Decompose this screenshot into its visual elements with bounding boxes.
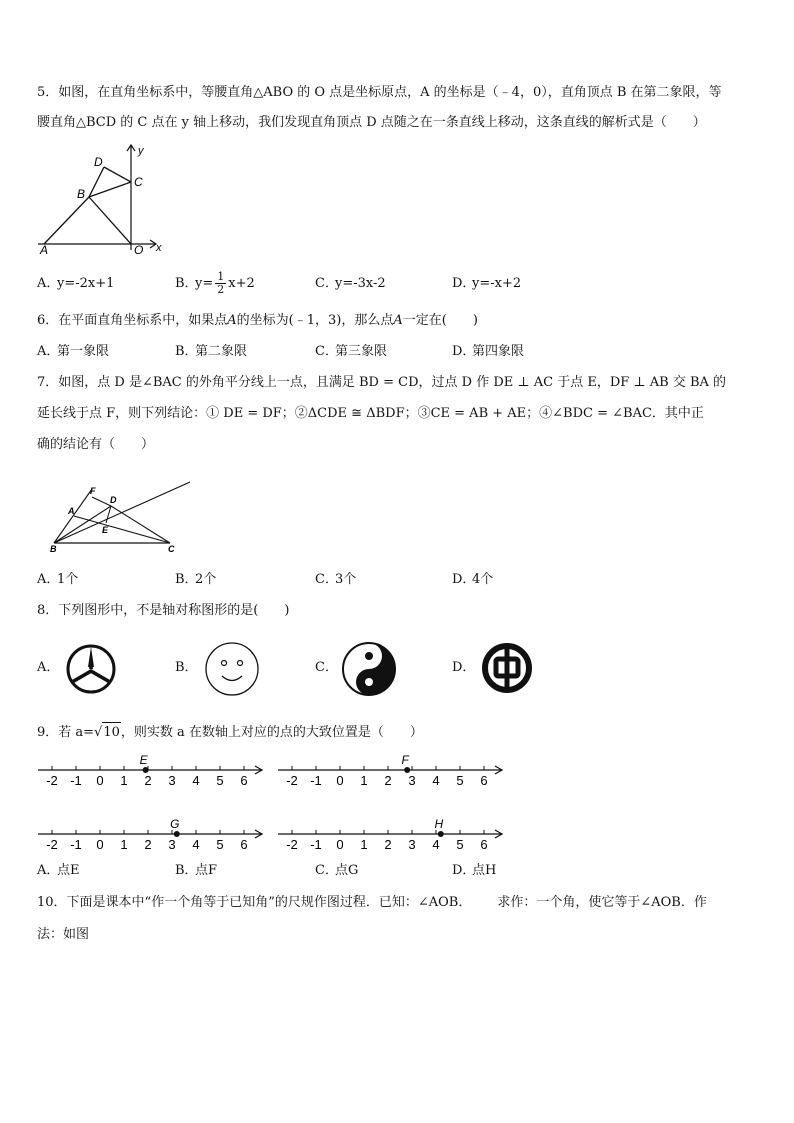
- q5-label-o: O: [134, 243, 144, 255]
- option-label: A．: [37, 572, 60, 587]
- number-line-point: [404, 767, 410, 773]
- q7-label-e: E: [102, 525, 109, 535]
- option-label: D．: [452, 863, 476, 878]
- number-line-f: [276, 752, 508, 790]
- q5-stem-line1: 5．如图，在直角坐标系中，等腰直角△ABO 的 O 点是坐标原点，A 的坐标是（﹣4，0），直角顶点 B 在第二象限，等: [37, 85, 722, 100]
- option-text-post: x+2: [228, 276, 255, 291]
- number-line-tick-label: 3: [168, 837, 176, 852]
- q9-option-b[interactable]: [175, 861, 217, 881]
- number-line-tick-label: 1: [360, 837, 368, 852]
- option-text: 第三象限: [335, 344, 388, 359]
- q6-option-c[interactable]: [315, 342, 387, 362]
- option-label: B．: [175, 344, 198, 359]
- q9-stem-pre: 9．若 a=: [37, 725, 95, 740]
- number-line-tick-label: 1: [120, 773, 128, 788]
- option-text: 点H: [472, 863, 497, 878]
- q9-option-c[interactable]: [315, 861, 358, 881]
- q6-option-d[interactable]: [452, 342, 524, 362]
- q6-stem: [37, 311, 478, 331]
- number-line-tick-label: -2: [46, 837, 58, 852]
- number-line-e: [36, 752, 268, 790]
- q7-label-a: A: [68, 506, 75, 516]
- q5-label-y: y: [138, 145, 144, 157]
- q10-stem-line1: [37, 893, 707, 913]
- number-line-tick-label: 2: [144, 837, 152, 852]
- option-label: A．: [37, 276, 60, 291]
- q5-option-c[interactable]: [315, 274, 386, 294]
- number-line-tick-label: -1: [310, 837, 322, 852]
- q7-label-b: B: [50, 544, 57, 554]
- option-text: 4个: [472, 572, 494, 587]
- q5-option-b[interactable]: [175, 270, 255, 298]
- option-label: C．: [315, 572, 338, 587]
- number-line-tick-label: 3: [168, 773, 176, 788]
- option-text: y=-2x+1: [57, 276, 115, 291]
- fraction-numerator: 1: [217, 270, 225, 283]
- number-line-tick-label: 0: [336, 773, 344, 788]
- option-label: C．: [315, 344, 338, 359]
- q5-figure: [36, 140, 166, 255]
- q7-option-d[interactable]: [452, 570, 493, 590]
- option-label: D．: [452, 572, 476, 587]
- q10-task: 求作：一个角，使它等于∠AOB．作: [497, 895, 707, 910]
- option-label: B．: [175, 276, 198, 291]
- q9-stem: [37, 722, 423, 743]
- option-text: 点E: [57, 863, 80, 878]
- option-text: 1个: [57, 572, 79, 587]
- q7-label-c: C: [168, 544, 175, 554]
- number-line-tick-label: 5: [456, 773, 464, 788]
- option-label: C．: [315, 276, 338, 291]
- number-line-point-label: E: [139, 753, 148, 767]
- option-text: 第四象限: [472, 344, 525, 359]
- q7-figure: [44, 476, 196, 556]
- number-line-tick-label: -1: [70, 837, 82, 852]
- q8-option-a-label[interactable]: A．: [37, 660, 60, 675]
- number-line-g: [36, 816, 268, 854]
- number-line-tick-label: 4: [192, 837, 200, 852]
- number-line-tick-label: 6: [240, 773, 248, 788]
- number-line-point: [174, 831, 180, 837]
- q7-stem-line2: 延长线于点 F，则下列结论：① DE = DF；②ΔCDE ≅ ΔBDF；③CE = AB + AE；④∠BDC = ∠BAC．其中正: [37, 406, 704, 421]
- option-label: A．: [37, 863, 60, 878]
- number-line-point: [143, 767, 149, 773]
- number-line-tick-label: 2: [384, 773, 392, 788]
- q7-stem-line3: 确的结论有（ ）: [37, 437, 155, 452]
- number-line-tick-label: -2: [286, 837, 298, 852]
- q5-label-x: x: [156, 242, 162, 254]
- number-line-tick-label: 4: [432, 837, 440, 852]
- yin-yang-icon[interactable]: [341, 641, 397, 697]
- option-text-pre: y=: [195, 276, 214, 291]
- number-line-tick-label: 4: [192, 773, 200, 788]
- q7-stem-line1: 7．如图，点 D 是∠BAC 的外角平分线上一点，且满足 BD = CD，过点 D 作 DE ⊥ AC 于点 E，DF ⊥ AB 交 BA 的: [37, 375, 727, 390]
- option-label: A．: [37, 344, 60, 359]
- q7-option-c[interactable]: [315, 570, 356, 590]
- q6-var2: A: [393, 313, 403, 328]
- q10-known: 10．下面是课本中“作一个角等于已知角”的尺规作图过程．已知：∠AOB．: [37, 895, 472, 910]
- number-line-tick-label: 4: [432, 773, 440, 788]
- q6-var: A: [227, 313, 237, 328]
- option-text: y=-3x-2: [335, 276, 386, 291]
- q5-label-d: D: [94, 155, 103, 169]
- q6-stem-pre: 6．在平面直角坐标系中，如果点: [37, 313, 228, 328]
- number-line-tick-label: 5: [216, 773, 224, 788]
- number-line-point-label: F: [401, 753, 409, 767]
- number-line-tick-label: 5: [456, 837, 464, 852]
- q10-stem-line2: 法：如图: [37, 927, 90, 942]
- number-line-tick-label: 3: [408, 837, 416, 852]
- q9-radicand: 10: [102, 722, 121, 743]
- number-line-tick-label: 1: [360, 773, 368, 788]
- number-line-h: [276, 816, 508, 854]
- q6-option-a[interactable]: [37, 342, 109, 362]
- q8-stem: 8．下列图形中，不是轴对称图形的是( ): [37, 603, 290, 618]
- q7-label-d: D: [110, 495, 117, 505]
- option-label: B．: [175, 572, 198, 587]
- option-text: y=-x+2: [472, 276, 522, 291]
- number-line-tick-label: 6: [240, 837, 248, 852]
- number-line-tick-label: 3: [408, 773, 416, 788]
- bank-of-china-logo-icon[interactable]: [479, 640, 535, 696]
- option-text: 点F: [195, 863, 218, 878]
- number-line-tick-label: 0: [96, 837, 104, 852]
- number-line-tick-label: 6: [480, 773, 488, 788]
- option-text: 2个: [195, 572, 217, 587]
- fraction-denominator: 2: [217, 283, 225, 296]
- q7-option-b[interactable]: [175, 570, 216, 590]
- number-line-point: [438, 831, 444, 837]
- option-label: D．: [452, 344, 476, 359]
- number-line-tick-label: -2: [286, 773, 298, 788]
- number-line-tick-label: 2: [144, 773, 152, 788]
- q6-stem-post: 一定在( ): [402, 313, 478, 328]
- q7-option-a[interactable]: [37, 570, 78, 590]
- number-line-tick-label: 1: [120, 837, 128, 852]
- q5-stem-line2: 腰直角△BCD 的 C 点在 y 轴上移动，我们发现直角顶点 D 点随之在一条直线上移动，这条直线的解析式是（ ）: [37, 115, 706, 130]
- mercedes-star-icon[interactable]: [64, 642, 118, 696]
- number-line-point-label: H: [434, 817, 444, 831]
- number-line-tick-label: 2: [384, 837, 392, 852]
- q8-option-c-label[interactable]: C．: [315, 660, 338, 675]
- q5-option-d[interactable]: [452, 274, 521, 294]
- sqrt-sign: √: [94, 725, 103, 740]
- smiley-face-icon[interactable]: [202, 640, 262, 698]
- q9-option-a[interactable]: [37, 861, 80, 881]
- number-line-point-label: G: [170, 817, 180, 831]
- option-label: C．: [315, 863, 338, 878]
- q8-option-d-label[interactable]: D．: [452, 660, 476, 675]
- q6-option-b[interactable]: [175, 342, 247, 362]
- q8-option-b-label[interactable]: B．: [175, 660, 198, 675]
- q5-label-a: A: [40, 243, 49, 255]
- number-line-tick-label: 5: [216, 837, 224, 852]
- q5-label-c: C: [134, 175, 143, 189]
- number-line-tick-label: 6: [480, 837, 488, 852]
- q9-option-d[interactable]: [452, 861, 496, 881]
- number-line-tick-label: -1: [70, 773, 82, 788]
- option-text: 3个: [335, 572, 357, 587]
- q9-stem-post: ，则实数 a 在数轴上对应的点的大致位置是（ ）: [120, 725, 423, 740]
- q5-option-a[interactable]: [37, 274, 114, 294]
- number-line-tick-label: 0: [336, 837, 344, 852]
- q7-label-f: F: [90, 486, 96, 496]
- number-line-tick-label: -1: [310, 773, 322, 788]
- fraction: [215, 271, 226, 296]
- number-line-tick-label: 0: [96, 773, 104, 788]
- option-text: 第一象限: [57, 344, 110, 359]
- option-label: D．: [452, 276, 476, 291]
- option-text: 点G: [335, 863, 359, 878]
- option-label: B．: [175, 863, 198, 878]
- option-text: 第二象限: [195, 344, 248, 359]
- q5-label-b: B: [77, 187, 86, 201]
- q6-stem-mid: 的坐标为(﹣1，3)，那么点: [236, 313, 394, 328]
- number-line-tick-label: -2: [46, 773, 58, 788]
